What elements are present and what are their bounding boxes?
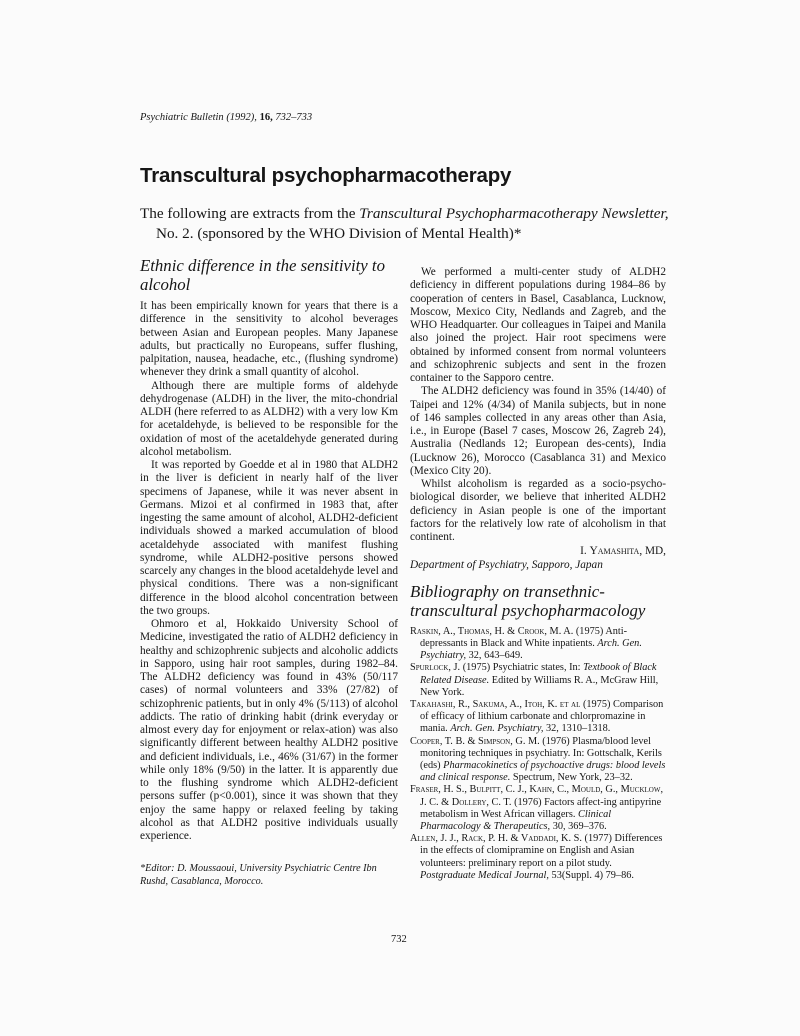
journal-year: (1992), — [226, 112, 257, 123]
author-degree: , MD, — [639, 545, 666, 558]
entry-source: Postgraduate Medical Journal, — [420, 869, 549, 881]
article-paragraph: We performed a multi-center study of ALDH2 deficiency in different populations during 1984–86 by cooperation of centers in Basel, Casablanca, Lucknow, Moscow, Mexico City, Nedlands and Zagreb, and the WHO Headquarter. Our colleagues in Taipei and Manila also joined the project. Hair root specimens were obtained by informed consent from normal volunteers and schizophrenic subjects and sent in the frozen container to the Sapporo centre. — [410, 266, 666, 384]
journal-volume: 16, — [259, 112, 273, 123]
newsletter-name: Transcultural Psychopharmacotherapy Newsletter, — [359, 205, 669, 222]
left-column — [140, 256, 398, 843]
bibliography-entry — [410, 736, 666, 785]
journal-name: Psychiatric Bulletin — [140, 112, 224, 123]
bibliography-entry — [410, 699, 666, 736]
entry-detail: 32, 643–649. — [466, 650, 523, 662]
right-column — [410, 266, 666, 882]
page-number: 732 — [391, 934, 407, 945]
author-surname: Yamashita — [589, 545, 640, 558]
entry-text: (1977) Differences in the effects of clomipramine on English and Asian volunteers: preliminary report on a pilot study. — [420, 833, 663, 869]
entry-source: Arch. Gen. Psychiatry, — [420, 637, 642, 662]
editor-footnote: *Editor: D. Moussaoui, University Psychiatric Centre Ibn Rushd, Casablanca, Morocco. — [140, 863, 377, 887]
entry-source: Textbook of Black Related Disease. — [420, 662, 657, 686]
entry-text: (1975) Comparison of efficacy of lithium carbonate and chlorpromazine in mania. — [420, 698, 664, 735]
bibliography-list — [410, 626, 666, 882]
subtitle — [140, 204, 700, 244]
page-title: Transcultural psychopharmacotherapy — [140, 164, 512, 187]
entry-authors: Raskin, A., Thomas, H. & Crook, M. A. — [410, 625, 574, 637]
entry-text: (1975) Psychiatric states, In: — [460, 662, 584, 674]
article-paragraph: It was reported by Goedde et al in 1980 that ALDH2 in the liver is deficient in nearly half of the liver specimens of Japanese, while it was never absent in Germans. Mizoi et al confirmed in 1983 that, after ingesting the same amount of alcohol, ALDH2-deficient individuals showed a marked accumulation of blood acetaldehyde associated with manifest flushing syndrome, while ALDH2-positive persons showed scarcely any changes in the blood acetaldehyde level and physical conditions. There was a non-significant difference in the blood alcohol concentration between the two groups. — [140, 459, 398, 617]
entry-detail: Spectrum, New York, 23–32. — [510, 772, 633, 784]
article-paragraph: The ALDH2 deficiency was found in 35% (14/40) of Taipei and 12% (4/34) of Manila subjects, but in none of 146 samples collected in any areas other than Asia, i.e., in Europe (Basel 7 cases, Moscow 26, Zagreb 24), Australia (Nedlands 12; European des-cents), India (Lucknow 26), Morocco (Casablanca 31) and Mexico (Mexico City 20). — [410, 385, 666, 477]
entry-authors: Fraser, H. S., Bulpitt, C. J., Kahn, C., Mould, G., Mucklow, J. C. & Dollery, C. T. — [410, 784, 664, 808]
entry-authors: Allen, J. J., Rack, P. H. & Vaddadi, K. S. — [410, 833, 582, 845]
entry-text: (1976) Plasma/blood level monitoring techniques in psychiatry. In: Gottschalk, Kerils (eds) — [420, 735, 662, 771]
entry-text: (1976) Factors affect-ing antipyrine metabolism in West African villagers. — [420, 796, 662, 820]
article-paragraph: Although there are multiple forms of aldehyde dehydrogenase (ALDH) in the liver, the mito-chondrial ALDH (here referred to as ALDH2) with a very low Km for acetaldehyde, is believed to be responsible for the oxidation of most of the acetaldehyde generated during alcohol metabolism. — [140, 379, 398, 458]
author-initial: I. — [580, 545, 590, 558]
entry-detail: 32, 1310–1318. — [543, 723, 611, 735]
entry-detail: 30, 369–376. — [550, 821, 607, 832]
entry-authors: Takahashi, R., Sakuma, A., Itoh, K. et al — [410, 698, 581, 710]
journal-pages: 732–733 — [275, 112, 313, 123]
bibliography-heading: Bibliography on transethnic-transcultural psychopharmacology — [410, 581, 646, 620]
bibliography-entry — [410, 833, 666, 882]
entry-detail: Edited by Williams R. A., McGraw Hill, New York. — [420, 674, 659, 698]
article-paragraph: Whilst alcoholism is regarded as a socio-psycho-biological disorder, we believe that inherited ALDH2 deficiency in Asian people is one of the important factors for the relatively low rate of alcoholism in that continent. — [410, 478, 666, 543]
entry-source: Clinical Pharmacology & Therapeutics, — [420, 808, 612, 832]
bibliography-entry — [410, 626, 666, 663]
subtitle-line2: No. 2. (sponsored by the WHO Division of Mental Health)* — [156, 225, 522, 242]
entry-text: (1975) Anti-depressants in Black and White inpatients. — [420, 625, 628, 649]
journal-citation — [140, 112, 312, 123]
entry-source: Arch. Gen. Psychiatry, — [450, 723, 544, 735]
article-paragraph: Ohmoro et al, Hokkaido University School of Medicine, investigated the ratio of ALDH2 deficiency in healthy and schizophrenic subjects and alcoholic addicts in Sapporo, using hair root samples, during 1982–84. The ALDH2 deficiency was found in 43% (50/117 cases) of normal volunteers and 33% (27/82) of schizophrenic patients, but in only 4% (5/113) of alcohol addicts. The ratio of drinking habit (drink everyday or almost every day for enjoyment or relax-ation) was also significantly different between healthy ALDH2 positive and deficient individuals, i.e., 46% (31/67) in the former while only 18% (9/50) in the latter. It is apparently due to the flushing syndrome which ALDH2-deficient persons suffer (p<0.001), since it was shown that they enjoy the same happy or relaxed feeling by taking alcohol as that ALDH2 positive individuals usually experience. — [140, 618, 398, 842]
entry-detail: 53(Suppl. 4) 79–86. — [548, 869, 634, 881]
author-signature — [410, 545, 666, 558]
article-paragraph: It has been empirically known for years that there is a difference in the sensitivity to alcohol beverages between Asian and European peoples. Many Japanese adults, but practically no Europeans, suffer flushing, palpitation, nausea, headache, etc., (flushing syndrome) whenever they drink a small quantity of alcohol. — [140, 300, 398, 379]
subtitle-prefix: The following are extracts from the — [140, 205, 360, 222]
entry-source: Pharmacokinetics of psychoactive drugs: blood levels and clinical response. — [420, 759, 666, 784]
entry-authors: Cooper, T. B. & Simpson, G. M. — [410, 735, 540, 747]
entry-authors: Spurlock, J. — [410, 662, 461, 674]
bibliography-entry — [410, 784, 666, 833]
article-heading: Ethnic difference in the sensitivity to alcohol — [140, 256, 385, 294]
author-department: Department of Psychiatry, Sapporo, Japan — [410, 558, 603, 571]
bibliography-entry — [410, 662, 666, 699]
